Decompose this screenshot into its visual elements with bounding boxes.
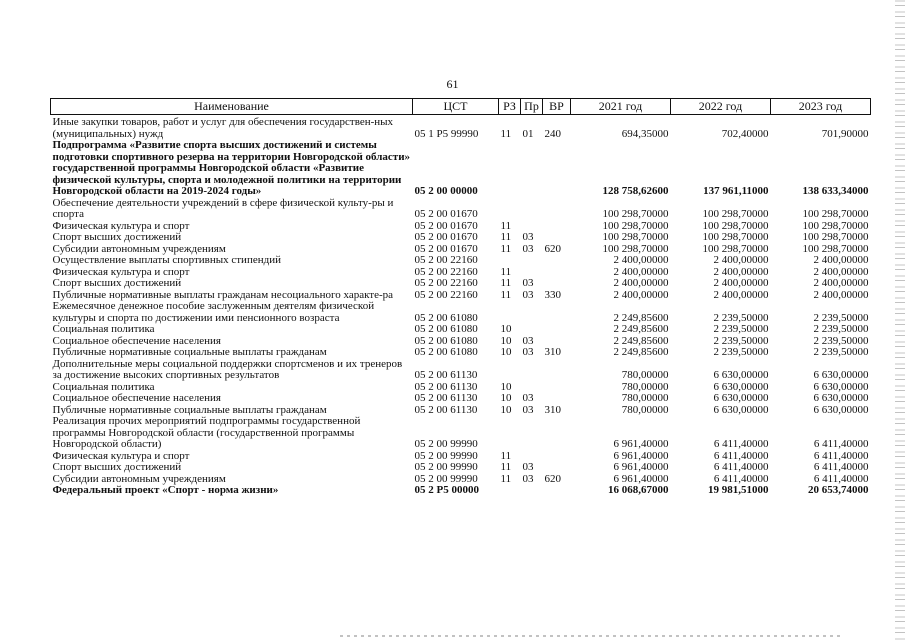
cell-2021: 2 400,00000	[613, 288, 669, 301]
cell-2023: 100 298,70000	[802, 219, 869, 232]
cell-2023: 2 400,00000	[813, 288, 869, 301]
cell-2022: 100 298,70000	[702, 242, 769, 255]
cell-cst: 05 2 00 61080	[414, 311, 478, 324]
cell-vr	[543, 451, 571, 463]
cell-name: Физическая культура и спорт	[52, 449, 190, 462]
cell-pr	[521, 301, 543, 324]
cell-2022: 6 630,00000	[713, 380, 769, 393]
cell-pr: 03	[522, 334, 534, 347]
cell-name: Спорт высших достижений	[52, 231, 182, 243]
cell-vr	[543, 416, 571, 451]
header-cst: ЦСТ	[413, 99, 499, 115]
table-row	[51, 347, 871, 359]
cell-cst: 05 2 00 61080	[414, 323, 478, 335]
cell-2021: 694,35000	[621, 127, 669, 140]
cell-vr: 310	[544, 346, 561, 358]
cell-2022: 2 400,00000	[713, 254, 769, 266]
cell-name: Публичные нормативные социальные выплаты гражданам	[52, 346, 327, 358]
header-2023: 2023 год	[771, 99, 871, 115]
table-row	[51, 416, 871, 451]
cell-name: Публичные нормативные выплаты гражданам несоциального характе-ра	[52, 288, 394, 301]
cell-rz	[499, 359, 521, 382]
cell-name: Подпрограмма «Развитие спорта высших достижений и системы подготовки спортивного резерва на территории Новгородской области» государственной программы Новгородской области «Развитие физической культуры, спорта и молодежной политики на территории Новгородской области на 2019-2024 годы»	[52, 139, 411, 197]
scan-bottom-artifact	[340, 635, 840, 637]
cell-cst: 05 2 00 01670	[414, 242, 478, 255]
cell-2021: 16 068,67000	[608, 484, 669, 496]
cell-2023: 100 298,70000	[802, 231, 869, 243]
cell-2021: 100 298,70000	[602, 231, 669, 243]
cell-cst: 05 2 00 61130	[414, 380, 478, 393]
cell-cst: 05 2 00 22160	[414, 277, 478, 289]
cell-pr: 03	[522, 288, 534, 301]
cell-name: Социальное обеспечение населения	[52, 334, 221, 347]
cell-2022: 2 400,00000	[713, 288, 769, 301]
cell-pr: 03	[522, 403, 534, 416]
cell-vr: 620	[544, 242, 561, 255]
cell-vr	[543, 278, 571, 290]
cell-cst: 05 2 00 99990	[414, 461, 478, 473]
cell-2023: 6 411,40000	[813, 472, 869, 485]
table-row	[51, 255, 871, 267]
cell-vr	[543, 221, 571, 233]
table-row	[51, 278, 871, 290]
cell-2021: 100 298,70000	[602, 242, 669, 255]
cell-name: Публичные нормативные социальные выплаты гражданам	[52, 403, 327, 416]
cell-name: Спорт высших достижений	[52, 277, 182, 289]
cell-rz: 11	[500, 242, 512, 255]
cell-cst: 05 2 00 61130	[414, 369, 478, 381]
cell-pr: 03	[522, 277, 534, 289]
cell-2022: 6 411,40000	[713, 449, 769, 462]
cell-pr	[521, 324, 543, 336]
table-row	[51, 198, 871, 221]
cell-pr	[521, 140, 543, 198]
cell-rz: 11	[500, 461, 512, 473]
cell-2021: 100 298,70000	[602, 208, 669, 220]
cell-2023: 20 653,74000	[808, 484, 869, 496]
cell-2021: 2 400,00000	[613, 277, 669, 289]
cell-vr	[543, 382, 571, 394]
cell-2022: 100 298,70000	[702, 231, 769, 243]
cell-vr	[543, 198, 571, 221]
cell-rz: 11	[500, 219, 512, 232]
cell-rz: 10	[500, 323, 512, 335]
cell-cst: 05 2 00 61130	[414, 392, 478, 404]
cell-2022: 137 961,11000	[703, 185, 769, 197]
cell-2021: 2 249,85600	[613, 334, 669, 347]
cell-name: Субсидии автономным учреждениям	[52, 472, 226, 485]
table-body	[51, 115, 871, 497]
cell-2021: 2 400,00000	[613, 265, 669, 278]
header-name: Наименование	[51, 99, 413, 115]
cell-pr: 03	[522, 392, 534, 404]
table-header-row	[51, 99, 871, 115]
header-vr: ВР	[543, 99, 571, 115]
cell-2022: 702,40000	[721, 127, 769, 140]
header-2021: 2021 год	[571, 99, 671, 115]
cell-2021: 2 249,85600	[613, 346, 669, 358]
cell-cst: 05 2 00 61080	[414, 334, 478, 347]
cell-pr: 03	[522, 346, 534, 358]
cell-2021: 6 961,40000	[613, 438, 669, 450]
cell-pr	[521, 485, 543, 497]
cell-pr	[521, 416, 543, 451]
cell-2021: 780,00000	[621, 369, 669, 381]
cell-2021: 780,00000	[621, 392, 669, 404]
cell-2022: 6 411,40000	[713, 438, 769, 450]
cell-vr	[543, 140, 571, 198]
cell-rz: 11	[500, 127, 512, 140]
cell-2023: 701,90000	[821, 127, 869, 140]
cell-2021: 6 961,40000	[613, 449, 669, 462]
cell-name: Федеральный проект «Спорт - норма жизни»	[52, 484, 279, 496]
cell-2023: 6 411,40000	[813, 449, 869, 462]
cell-2023: 2 400,00000	[813, 277, 869, 289]
cell-name: Социальная политика	[52, 380, 155, 393]
header-2022: 2022 год	[671, 99, 771, 115]
cell-cst: 05 2 00 61080	[414, 346, 478, 358]
cell-rz: 11	[500, 449, 512, 462]
table-row	[51, 140, 871, 198]
cell-pr: 03	[522, 242, 534, 255]
cell-2022: 2 239,50000	[713, 323, 769, 335]
cell-name: Дополнительные меры социальной поддержки спортсменов и их тренеров за достижение высоких спортивных результатов	[52, 357, 403, 381]
cell-cst: 05 2 00 01670	[414, 219, 478, 232]
cell-2021: 128 758,62600	[602, 185, 669, 197]
cell-2021: 100 298,70000	[602, 219, 669, 232]
table-row	[51, 301, 871, 324]
cell-cst: 05 2 00 01670	[414, 208, 478, 220]
cell-pr: 03	[522, 231, 534, 243]
cell-cst: 05 2 00 00000	[414, 185, 478, 197]
cell-name: Субсидии автономным учреждениям	[52, 242, 226, 255]
header-pr: Пр	[521, 99, 543, 115]
cell-rz: 10	[500, 334, 512, 347]
cell-cst: 05 2 00 61130	[414, 403, 478, 416]
cell-2022: 6 630,00000	[713, 369, 769, 381]
cell-rz	[499, 301, 521, 324]
cell-rz	[499, 416, 521, 451]
cell-rz	[499, 485, 521, 497]
cell-cst: 05 2 00 99990	[414, 472, 478, 485]
cell-2022: 2 239,50000	[713, 311, 769, 324]
cell-name: Физическая культура и спорт	[52, 265, 190, 278]
cell-2023: 2 400,00000	[813, 254, 869, 266]
cell-2021: 6 961,40000	[613, 461, 669, 473]
cell-vr	[543, 485, 571, 497]
cell-name: Спорт высших достижений	[52, 461, 182, 473]
cell-cst: 05 2 00 01670	[414, 231, 478, 243]
cell-cst: 05 2 00 99990	[414, 438, 478, 450]
cell-2021: 780,00000	[621, 380, 669, 393]
cell-2021: 780,00000	[621, 403, 669, 416]
cell-2022: 2 239,50000	[713, 334, 769, 347]
table-row	[51, 324, 871, 336]
cell-name: Ежемесячное денежное пособие заслуженным деятелям физической культуры и спорта по достижении ими пенсионного возраста	[52, 300, 375, 324]
scan-edge-artifact	[895, 0, 905, 640]
cell-pr: 03	[522, 472, 534, 485]
cell-pr	[521, 198, 543, 221]
cell-name: Иные закупки товаров, работ и услуг для обеспечения государствен-ных (муниципальных) нужд	[52, 116, 394, 140]
cell-2023: 2 239,50000	[813, 323, 869, 335]
cell-vr: 310	[544, 403, 561, 416]
cell-rz: 11	[500, 288, 512, 301]
cell-2022: 6 411,40000	[713, 461, 769, 473]
cell-2021: 6 961,40000	[613, 472, 669, 485]
cell-name: Обеспечение деятельности учреждений в сфере физической культу-ры и спорта	[52, 196, 394, 220]
cell-vr	[543, 255, 571, 267]
table-row	[51, 462, 871, 474]
cell-cst: 05 1 Р5 99990	[414, 127, 479, 140]
cell-2022: 19 981,51000	[708, 484, 769, 496]
cell-pr: 01	[522, 127, 534, 140]
cell-name: Осуществление выплаты спортивных стипендий	[52, 254, 281, 266]
cell-vr	[543, 267, 571, 279]
cell-2023: 2 239,50000	[813, 346, 869, 358]
cell-2023: 100 298,70000	[802, 208, 869, 220]
cell-cst: 05 2 00 22160	[414, 254, 478, 266]
cell-vr: 620	[544, 472, 561, 485]
cell-2022: 2 400,00000	[713, 277, 769, 289]
cell-rz: 11	[500, 472, 512, 485]
table-row	[51, 232, 871, 244]
cell-rz: 10	[500, 346, 512, 358]
cell-vr	[543, 232, 571, 244]
cell-2021: 2 249,85600	[613, 323, 669, 335]
cell-2022: 100 298,70000	[702, 208, 769, 220]
cell-vr: 330	[544, 288, 561, 301]
cell-rz: 10	[500, 392, 512, 404]
cell-pr: 03	[522, 461, 534, 473]
cell-2021: 2 249,85600	[613, 311, 669, 324]
cell-2022: 6 630,00000	[713, 403, 769, 416]
cell-rz	[499, 140, 521, 198]
cell-2022: 2 239,50000	[713, 346, 769, 358]
cell-name: Социальная политика	[52, 323, 155, 335]
cell-pr	[521, 359, 543, 382]
cell-vr: 240	[544, 127, 561, 140]
cell-2023: 2 239,50000	[813, 334, 869, 347]
page-number: 61	[446, 77, 459, 91]
cell-name: Реализация прочих мероприятий подпрограммы государственной программы Новгородской области (государственной программы Новгородской области)	[52, 415, 361, 450]
cell-vr	[543, 393, 571, 405]
cell-2023: 138 633,34000	[802, 185, 869, 197]
cell-2021: 2 400,00000	[613, 254, 669, 266]
cell-2022: 6 630,00000	[713, 392, 769, 404]
cell-2023: 2 400,00000	[813, 265, 869, 278]
cell-2022: 6 411,40000	[713, 472, 769, 485]
cell-2023: 6 411,40000	[813, 461, 869, 473]
table-row	[51, 115, 871, 141]
header-rz: РЗ	[499, 99, 521, 115]
cell-vr	[543, 324, 571, 336]
cell-cst: 05 2 00 22160	[414, 265, 478, 278]
cell-2023: 100 298,70000	[802, 242, 869, 255]
cell-2023: 2 239,50000	[813, 311, 869, 324]
cell-rz: 11	[500, 231, 512, 243]
cell-2023: 6 630,00000	[813, 369, 869, 381]
cell-2023: 6 630,00000	[813, 392, 869, 404]
table-row	[51, 393, 871, 405]
cell-rz	[499, 198, 521, 221]
cell-2022: 100 298,70000	[702, 219, 769, 232]
cell-rz: 11	[500, 265, 512, 278]
cell-name: Социальное обеспечение населения	[52, 392, 221, 404]
cell-cst: 05 2 00 22160	[414, 288, 478, 301]
cell-2023: 6 630,00000	[813, 403, 869, 416]
budget-table	[50, 98, 871, 497]
cell-vr	[543, 359, 571, 382]
cell-cst: 05 2 00 99990	[414, 449, 478, 462]
cell-rz	[499, 255, 521, 267]
cell-2023: 6 411,40000	[813, 438, 869, 450]
cell-vr	[543, 301, 571, 324]
cell-vr	[543, 462, 571, 474]
table-row	[51, 485, 871, 497]
cell-rz: 10	[500, 380, 512, 393]
table-row	[51, 359, 871, 382]
cell-cst: 05 2 Р5 00000	[414, 484, 479, 496]
cell-2022: 2 400,00000	[713, 265, 769, 278]
cell-rz: 11	[500, 277, 512, 289]
cell-name: Физическая культура и спорт	[52, 219, 190, 232]
cell-rz: 10	[500, 403, 512, 416]
cell-2023: 6 630,00000	[813, 380, 869, 393]
cell-pr	[521, 255, 543, 267]
